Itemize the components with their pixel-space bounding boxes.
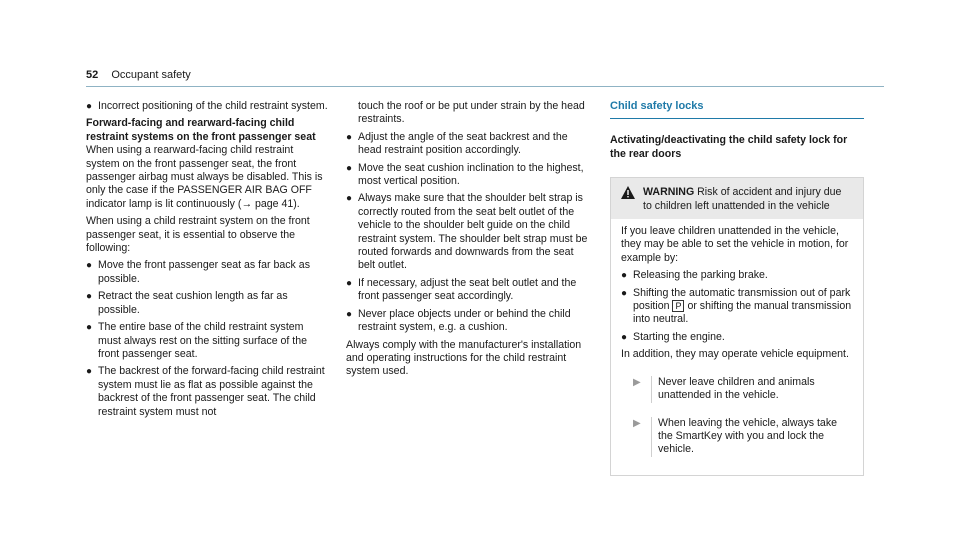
list-item: [86, 259, 328, 286]
paragraph: When using a child restraint system on the front passenger seat, it is essential to observe the following:: [86, 215, 310, 255]
list-item-text: If necessary, adjust the seat belt outlet and the front passenger seat accordingly.: [358, 276, 577, 303]
warning-text-wrap: [643, 186, 853, 213]
header-divider: [86, 86, 884, 87]
column-1: [86, 100, 328, 423]
list-item-text: Always make sure that the shoulder belt strap is correctly routed from the seat belt outlet of the vehicle to the shoulder belt guide on the child restraint system. The shoulder belt strap must be routed forwards and downwards from the seat belt outlet.: [358, 192, 588, 272]
list-item-text: The backrest of the forward-facing child restraint system must lie as flat as possible against the backrest of the front passenger seat. The child restraint system must not: [98, 365, 325, 418]
bullet-list: [621, 269, 853, 344]
bullet-icon: ●: [621, 287, 628, 299]
list-item-text: Starting the engine.: [633, 330, 725, 343]
list-item-text: Shifting the automatic transmission out of park position: [633, 286, 851, 313]
bullet-icon: ●: [621, 331, 628, 343]
subheading: Forward-facing and rearward-facing child restraint systems on the front passenger seat: [86, 117, 316, 143]
list-item-text: Retract the seat cushion length as far as possible.: [98, 290, 288, 316]
bullet-icon: ●: [346, 277, 353, 289]
list-item-text: or shifting the manual transmission into neutral.: [633, 300, 852, 326]
instruction-step: [621, 376, 853, 403]
list-item: [346, 277, 592, 304]
list-item-text: Move the front passenger seat as far back as possible.: [98, 259, 310, 285]
arrow-right-icon: ▶: [633, 417, 641, 429]
warning-triangle-icon: [621, 186, 643, 213]
bullet-icon: ●: [86, 291, 93, 303]
list-item: [86, 100, 328, 113]
list-item: [346, 192, 592, 272]
list-item-text: Adjust the angle of the seat backrest and the head restraint position accordingly.: [358, 130, 568, 157]
list-item-text: The entire base of the child restraint system must always rest on the sitting surface of the front passenger seat.: [98, 321, 308, 360]
paragraph: In addition, they may operate vehicle equipment.: [621, 348, 849, 361]
list-item: [86, 365, 328, 419]
bullet-icon: ●: [346, 308, 353, 320]
park-position-symbol: P: [672, 300, 684, 312]
section-title: Activating/deactivating the child safety lock for the rear doors: [610, 134, 848, 160]
bullet-list: [86, 259, 328, 418]
column-3: [610, 100, 864, 476]
page-number: 52: [86, 69, 99, 81]
warning-body: [611, 219, 863, 457]
list-item: [86, 321, 328, 361]
instruction-step: [621, 417, 853, 457]
list-item: [621, 269, 853, 282]
warning-text: Risk of accident and injury due to children left unattended in the vehicle: [643, 186, 842, 212]
list-item-text: Move the seat cushion inclination to the highest, most vertical position.: [358, 161, 584, 188]
bullet-list: [86, 100, 328, 113]
list-item: [346, 131, 592, 158]
list-item: [621, 287, 853, 327]
bullet-icon: ●: [86, 322, 93, 334]
warning-label: WARNING: [643, 186, 695, 199]
chapter-title: Child safety locks: [610, 100, 704, 112]
list-item: [621, 331, 853, 344]
paragraph: If you leave children unattended in the vehicle, they may be able to set the vehicle in motion, for example by:: [621, 225, 849, 264]
warning-header: [611, 178, 863, 219]
bullet-icon: ●: [346, 131, 353, 143]
list-item: [86, 290, 328, 317]
list-item-text: Releasing the parking brake.: [633, 269, 768, 282]
list-item-text: Incorrect positioning of the child restraint system.: [98, 100, 328, 112]
paragraph: Always comply with the manufacturer's installation and operating instructions for the child restraint system used.: [346, 338, 582, 378]
list-item: [346, 162, 592, 189]
bullet-icon: ●: [86, 101, 93, 112]
page-header: [86, 69, 191, 82]
bullet-icon: ●: [346, 193, 353, 205]
section-name: Occupant safety: [111, 69, 191, 81]
continued-text: touch the roof or be put under strain by the head restraints.: [358, 100, 585, 126]
warning-box: [610, 177, 864, 476]
paragraph: When using a rearward-facing child restraint system on the front passenger seat, the front passenger airbag must always be disabled. This is only the case if the PASSENGER AIR BAG OFF indicator lamp is lit continuously (→ page 41).: [86, 144, 323, 210]
instruction-text: Never leave children and animals unattended in the vehicle.: [651, 376, 853, 403]
instruction-text: When leaving the vehicle, always take the SmartKey with you and lock the vehicle.: [651, 417, 853, 457]
bullet-icon: ●: [86, 260, 93, 272]
chapter-divider: [610, 118, 864, 119]
bullet-icon: ●: [346, 162, 353, 174]
bullet-list: [346, 131, 592, 335]
column-2: [346, 100, 592, 383]
list-item: [346, 308, 592, 335]
arrow-right-icon: ▶: [633, 376, 641, 388]
bullet-icon: ●: [621, 270, 628, 282]
bullet-icon: ●: [86, 366, 93, 378]
list-item-text: Never place objects under or behind the child restraint system, e.g. a cushion.: [358, 307, 571, 334]
